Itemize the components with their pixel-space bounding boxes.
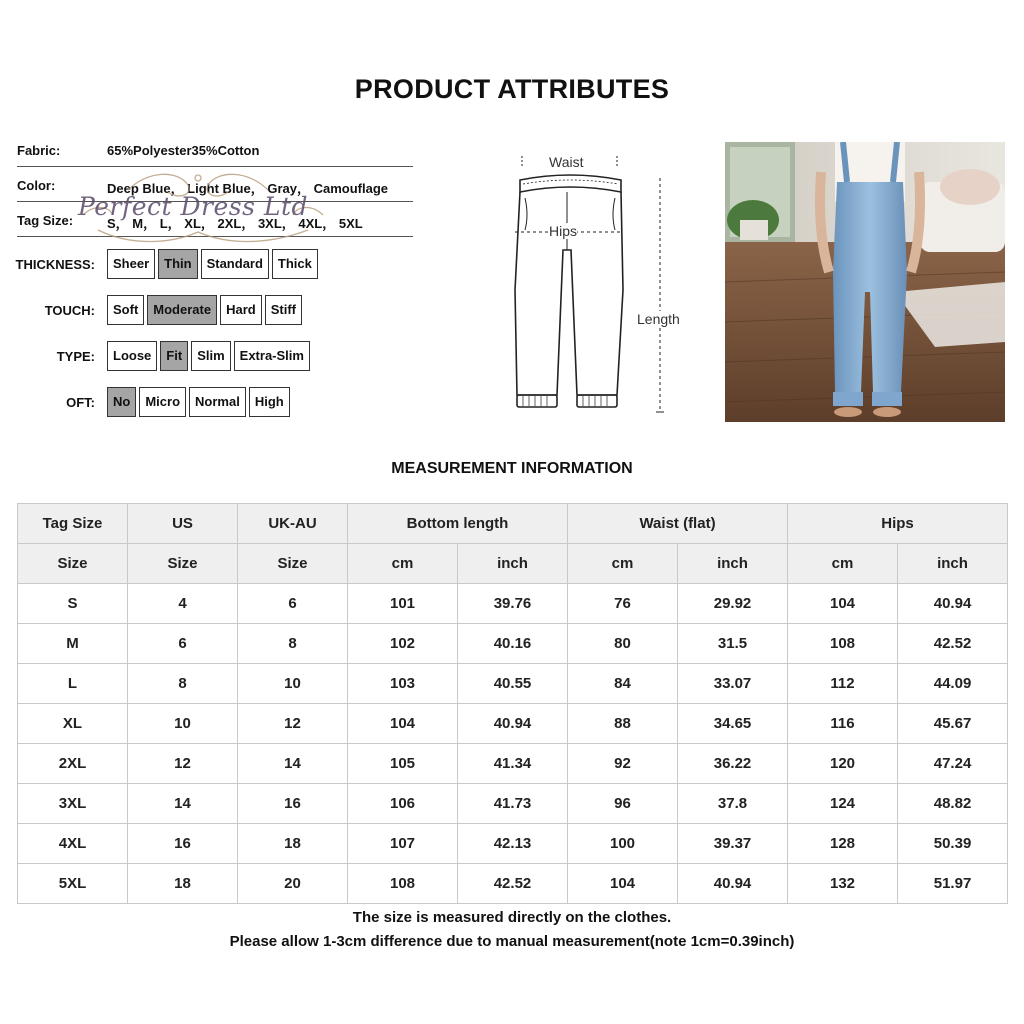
table-row bbox=[18, 744, 1008, 784]
table-row bbox=[18, 864, 1008, 904]
table-cell: 45.67 bbox=[898, 704, 1008, 744]
fabric-label: Fabric: bbox=[17, 143, 61, 158]
table-cell: 105 bbox=[348, 744, 458, 784]
touch-option: Hard bbox=[220, 295, 262, 325]
table-cell: 10 bbox=[238, 664, 348, 704]
thickness-option: Sheer bbox=[107, 249, 155, 279]
table-cell: 50.39 bbox=[898, 824, 1008, 864]
table-cell: S bbox=[18, 584, 128, 624]
table-header-cell: US bbox=[128, 504, 238, 544]
table-cell: 104 bbox=[788, 584, 898, 624]
table-cell: 36.22 bbox=[678, 744, 788, 784]
table-cell: L bbox=[18, 664, 128, 704]
table-cell: 108 bbox=[788, 624, 898, 664]
table-cell: 18 bbox=[128, 864, 238, 904]
type-option: Extra-Slim bbox=[234, 341, 310, 371]
model-wearing-overalls-icon bbox=[725, 142, 1005, 422]
tag-size-value: S， M， L， XL， 2XL， 3XL， 4XL， 5XL bbox=[107, 216, 363, 231]
table-cell: 29.92 bbox=[678, 584, 788, 624]
oft-option: No bbox=[107, 387, 136, 417]
table-cell: 18 bbox=[238, 824, 348, 864]
table-cell: 42.52 bbox=[458, 864, 568, 904]
oft-option: High bbox=[249, 387, 290, 417]
measurement-title: MEASUREMENT INFORMATION bbox=[391, 460, 633, 477]
note-measured: The size is measured directly on the clothes. bbox=[352, 909, 672, 926]
type-option: Loose bbox=[107, 341, 157, 371]
table-cell: 16 bbox=[238, 784, 348, 824]
table-header-cell: Waist (flat) bbox=[568, 504, 788, 544]
length-label: Length bbox=[637, 311, 680, 327]
table-cell: 34.65 bbox=[678, 704, 788, 744]
table-row bbox=[18, 664, 1008, 704]
table-cell: 12 bbox=[238, 704, 348, 744]
pants-size-diagram bbox=[505, 150, 695, 420]
table-row bbox=[18, 704, 1008, 744]
touch-option: Soft bbox=[107, 295, 144, 325]
table-cell: 16 bbox=[128, 824, 238, 864]
table-cell: 37.8 bbox=[678, 784, 788, 824]
oft-option: Micro bbox=[139, 387, 186, 417]
watermark-text: Perfect Dress Ltd bbox=[78, 192, 309, 221]
table-subheader-cell: inch bbox=[898, 544, 1008, 584]
table-header-row bbox=[18, 504, 1008, 544]
table-cell: 116 bbox=[788, 704, 898, 744]
table-cell: 42.52 bbox=[898, 624, 1008, 664]
table-header-cell: Hips bbox=[788, 504, 1008, 544]
thickness-label: THICKNESS: bbox=[15, 257, 95, 272]
table-cell: 14 bbox=[238, 744, 348, 784]
divider bbox=[17, 236, 413, 237]
pants-outline-icon bbox=[505, 150, 695, 420]
table-cell: 10 bbox=[128, 704, 238, 744]
type-option: Fit bbox=[160, 341, 188, 371]
table-cell: 6 bbox=[128, 624, 238, 664]
table-cell: 40.94 bbox=[458, 704, 568, 744]
tag-size-label: Tag Size: bbox=[17, 213, 74, 228]
table-cell: 40.16 bbox=[458, 624, 568, 664]
table-cell: 4XL bbox=[18, 824, 128, 864]
table-cell: 96 bbox=[568, 784, 678, 824]
waist-label: Waist bbox=[549, 154, 584, 170]
table-header-cell: UK-AU bbox=[238, 504, 348, 544]
table-subheader-cell: Size bbox=[238, 544, 348, 584]
table-cell: 106 bbox=[348, 784, 458, 824]
table-subheader-cell: inch bbox=[678, 544, 788, 584]
table-cell: XL bbox=[18, 704, 128, 744]
product-photo bbox=[725, 142, 1005, 422]
table-cell: 120 bbox=[788, 744, 898, 784]
table-cell: 101 bbox=[348, 584, 458, 624]
thickness-option: Thin bbox=[158, 249, 197, 279]
table-cell: 104 bbox=[348, 704, 458, 744]
table-cell: 14 bbox=[128, 784, 238, 824]
table-cell: 107 bbox=[348, 824, 458, 864]
table-header-cell: Bottom length bbox=[348, 504, 568, 544]
table-cell: 51.97 bbox=[898, 864, 1008, 904]
table-cell: 40.94 bbox=[678, 864, 788, 904]
fabric-value: 65%Polyester35%Cotton bbox=[107, 143, 260, 158]
table-subheader-cell: Size bbox=[128, 544, 238, 584]
table-cell: 3XL bbox=[18, 784, 128, 824]
table-cell: 84 bbox=[568, 664, 678, 704]
table-cell: 4 bbox=[128, 584, 238, 624]
table-cell: 112 bbox=[788, 664, 898, 704]
table-cell: 39.37 bbox=[678, 824, 788, 864]
table-cell: 92 bbox=[568, 744, 678, 784]
color-value: Deep Blue， Light Blue， Gray， Camouflage bbox=[107, 181, 388, 196]
oft-label: OFT: bbox=[66, 395, 95, 410]
oft-option: Normal bbox=[189, 387, 246, 417]
table-cell: 80 bbox=[568, 624, 678, 664]
table-cell: 41.34 bbox=[458, 744, 568, 784]
note-difference: Please allow 1-3cm difference due to manual measurement(note 1cm=0.39inch) bbox=[229, 933, 795, 950]
table-cell: 108 bbox=[348, 864, 458, 904]
table-cell: 102 bbox=[348, 624, 458, 664]
touch-option: Stiff bbox=[265, 295, 302, 325]
table-cell: 47.24 bbox=[898, 744, 1008, 784]
table-cell: 103 bbox=[348, 664, 458, 704]
size-chart-table bbox=[17, 503, 1008, 904]
table-cell: 8 bbox=[128, 664, 238, 704]
table-cell: 33.07 bbox=[678, 664, 788, 704]
table-cell: 6 bbox=[238, 584, 348, 624]
thickness-option: Thick bbox=[272, 249, 318, 279]
table-row bbox=[18, 584, 1008, 624]
table-subheader-cell: Size bbox=[18, 544, 128, 584]
table-cell: 40.94 bbox=[898, 584, 1008, 624]
table-cell: 39.76 bbox=[458, 584, 568, 624]
table-cell: 42.13 bbox=[458, 824, 568, 864]
table-subheader-cell: cm bbox=[568, 544, 678, 584]
table-cell: 12 bbox=[128, 744, 238, 784]
thickness-option: Standard bbox=[201, 249, 269, 279]
table-cell: 132 bbox=[788, 864, 898, 904]
table-cell: 88 bbox=[568, 704, 678, 744]
table-header-cell: Tag Size bbox=[18, 504, 128, 544]
table-cell: 31.5 bbox=[678, 624, 788, 664]
page-title: PRODUCT ATTRIBUTES bbox=[354, 74, 670, 104]
touch-option: Moderate bbox=[147, 295, 217, 325]
table-cell: 40.55 bbox=[458, 664, 568, 704]
table-subheader-cell: cm bbox=[348, 544, 458, 584]
table-cell: 2XL bbox=[18, 744, 128, 784]
hips-label: Hips bbox=[549, 223, 578, 239]
table-cell: 48.82 bbox=[898, 784, 1008, 824]
divider bbox=[17, 166, 413, 167]
table-cell: 20 bbox=[238, 864, 348, 904]
color-label: Color: bbox=[17, 178, 56, 193]
table-row bbox=[18, 624, 1008, 664]
table-subheader-cell: inch bbox=[458, 544, 568, 584]
table-cell: 8 bbox=[238, 624, 348, 664]
table-cell: 5XL bbox=[18, 864, 128, 904]
table-cell: 41.73 bbox=[458, 784, 568, 824]
table-row bbox=[18, 824, 1008, 864]
table-cell: M bbox=[18, 624, 128, 664]
table-cell: 104 bbox=[568, 864, 678, 904]
table-cell: 128 bbox=[788, 824, 898, 864]
table-cell: 100 bbox=[568, 824, 678, 864]
table-cell: 44.09 bbox=[898, 664, 1008, 704]
touch-label: TOUCH: bbox=[44, 303, 95, 318]
table-cell: 124 bbox=[788, 784, 898, 824]
table-cell: 76 bbox=[568, 584, 678, 624]
type-option: Slim bbox=[191, 341, 230, 371]
table-row bbox=[18, 784, 1008, 824]
table-subheader-cell: cm bbox=[788, 544, 898, 584]
table-subheader-row bbox=[18, 544, 1008, 584]
type-label: TYPE: bbox=[56, 349, 95, 364]
